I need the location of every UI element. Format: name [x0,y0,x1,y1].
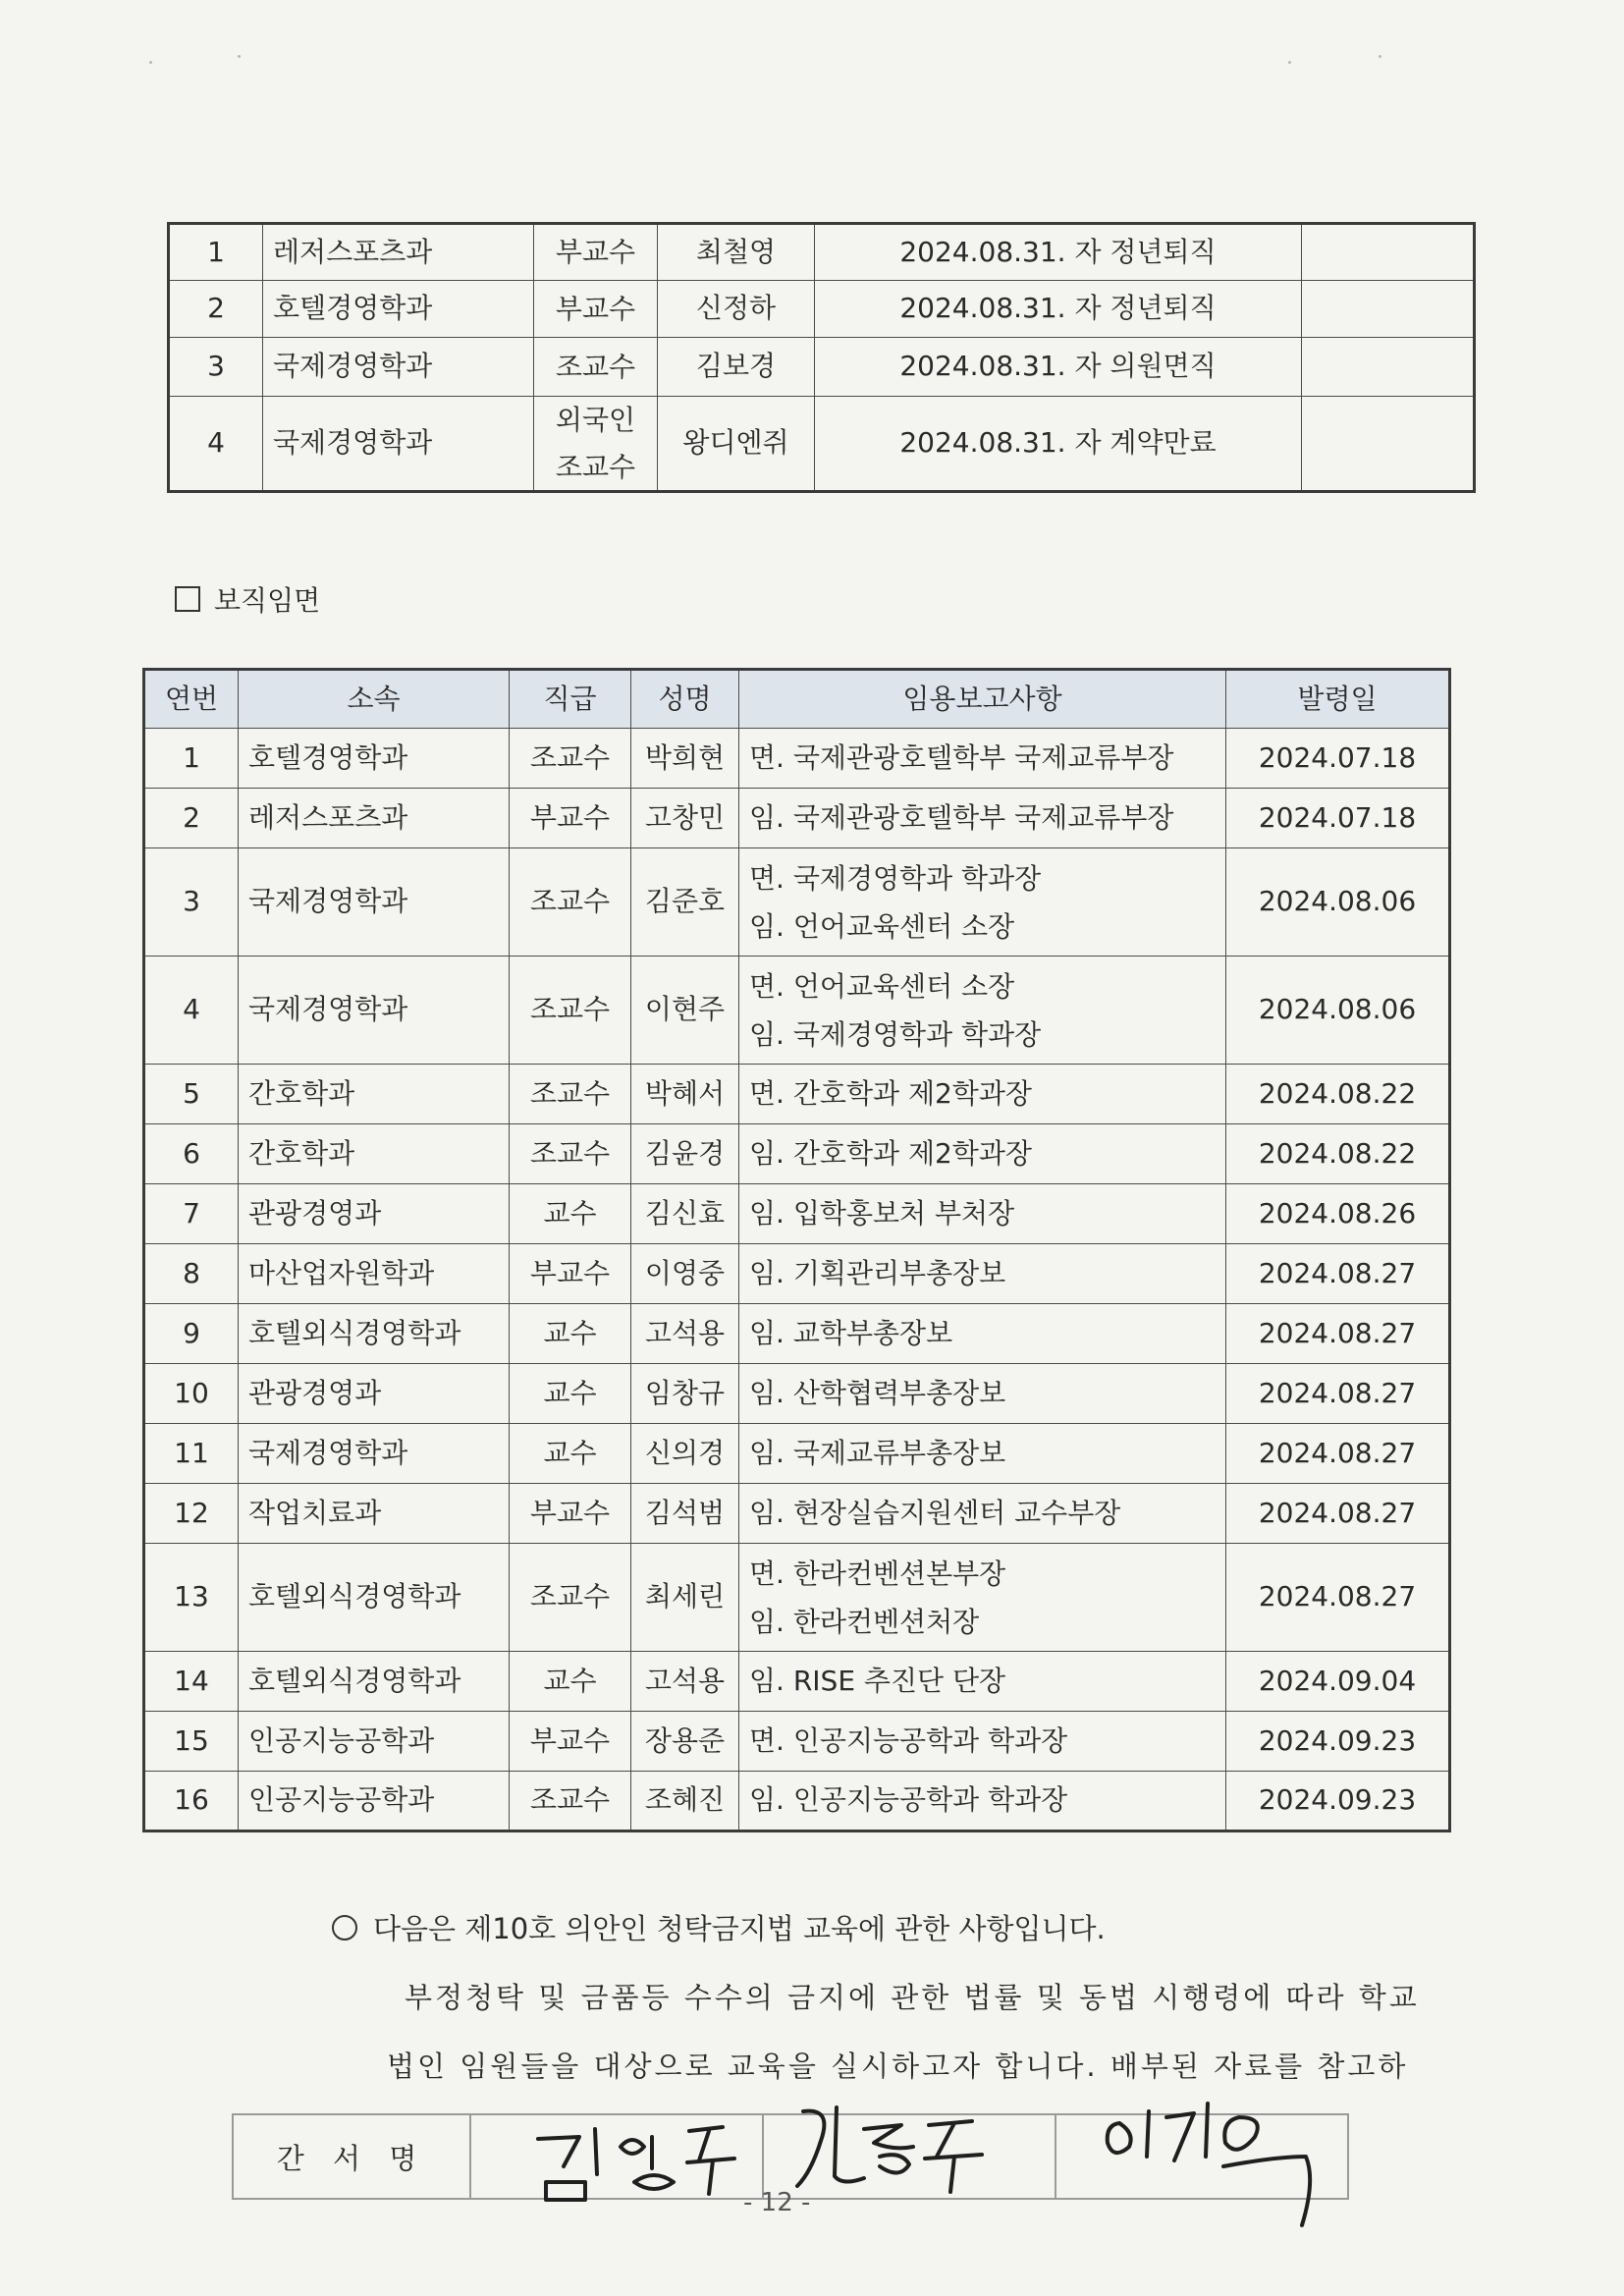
date-cell: 2024.08.22 [1226,1124,1450,1184]
table-row [144,1124,1450,1184]
department-cell: 국제경영학과 [239,1424,510,1484]
rank-cell: 부교수 [510,1484,631,1544]
report-line: 임. 인공지능공학과 학과장 [749,1783,1068,1817]
rank-cell: 교수 [510,1652,631,1712]
report-cell [739,1712,1226,1772]
report-line: 임. 국제경영학과 학과장 [749,1017,1042,1051]
paragraph-line: 법인 임원들을 대상으로 교육을 실시하고자 합니다. 배부된 자료를 참고하 [387,2050,1409,2083]
report-line: 면. 한라컨벤션본부장 [749,1557,1006,1590]
rank-cell: 조교수 [510,729,631,789]
report-cell [739,1772,1226,1831]
name-cell: 신정하 [658,281,815,338]
date-cell: 2024.08.06 [1226,957,1450,1065]
table-row [144,1652,1450,1712]
report-cell [739,1244,1226,1304]
remarks-cell [1302,338,1475,397]
report-line: 임. 현장실습지원센터 교수부장 [749,1496,1121,1529]
table-row [144,1484,1450,1544]
name-cell: 박희현 [631,729,739,789]
report-cell [739,1364,1226,1424]
table-row [144,1772,1450,1831]
rank-cell: 조교수 [510,957,631,1065]
name-cell: 최세린 [631,1544,739,1652]
report-line: 임. 국제교류부총장보 [749,1436,1006,1469]
report-line: 면. 언어교육센터 소장 [749,969,1015,1003]
report-line: 임. 기획관리부총장보 [749,1256,1006,1289]
table-row [144,1544,1450,1652]
agenda-notice-text: 다음은 제10호 의안인 청탁금지법 교육에 관한 사항입니다. [373,1912,1106,1945]
date-cell: 2024.08.22 [1226,1065,1450,1124]
date-cell: 2024.09.04 [1226,1652,1450,1712]
name-cell: 임창규 [631,1364,739,1424]
table-header-row [144,670,1450,729]
department-cell: 인공지능공학과 [239,1712,510,1772]
rank-cell: 교수 [510,1184,631,1244]
rank-cell: 부교수 [510,1712,631,1772]
rank-cell: 부교수 [510,1244,631,1304]
row-number-cell: 14 [144,1652,239,1712]
date-cell: 2024.08.26 [1226,1184,1450,1244]
table-row [144,789,1450,848]
row-number-cell: 4 [144,957,239,1065]
report-cell [739,1544,1226,1652]
department-cell: 호텔경영학과 [239,729,510,789]
report-line: 임. 한라컨벤션처장 [749,1605,980,1638]
header-dept: 소속 [239,670,510,729]
department-cell: 작업치료과 [239,1484,510,1544]
name-cell: 최철영 [658,224,815,281]
scan-speck [149,61,152,64]
department-cell: 국제경영학과 [263,397,534,492]
row-number-cell: 2 [144,789,239,848]
report-cell [739,1484,1226,1544]
name-cell: 김석범 [631,1484,739,1544]
row-number-cell: 12 [144,1484,239,1544]
table-row [144,1712,1450,1772]
signature-label: 간 서 명 [234,2115,471,2198]
row-number-cell: 11 [144,1424,239,1484]
header-report: 임용보고사항 [739,670,1226,729]
table-row [144,957,1450,1065]
department-cell: 호텔외식경영학과 [239,1304,510,1364]
date-cell: 2024.08.27 [1226,1244,1450,1304]
department-cell: 인공지능공학과 [239,1772,510,1831]
note-cell: 2024.08.31. 자 정년퇴직 [815,281,1302,338]
row-number-cell: 15 [144,1712,239,1772]
row-number-cell: 2 [169,281,263,338]
signature-box [232,2113,1349,2200]
row-number-cell: 9 [144,1304,239,1364]
name-cell: 김보경 [658,338,815,397]
report-cell [739,729,1226,789]
row-number-cell: 8 [144,1244,239,1304]
scan-speck [1288,61,1291,64]
signature-cell [471,2115,764,2198]
rank-cell: 교수 [510,1424,631,1484]
signature-cell [764,2115,1056,2198]
section-heading [175,579,320,619]
report-line: 임. 언어교육센터 소장 [749,909,1015,943]
row-number-cell: 1 [144,729,239,789]
report-cell [739,1424,1226,1484]
report-cell [739,789,1226,848]
name-cell: 고석용 [631,1652,739,1712]
row-number-cell: 5 [144,1065,239,1124]
row-number-cell: 13 [144,1544,239,1652]
row-number-cell: 10 [144,1364,239,1424]
name-cell: 이영중 [631,1244,739,1304]
date-cell: 2024.07.18 [1226,729,1450,789]
report-line: 임. 산학협력부총장보 [749,1376,1006,1409]
retirement-table [167,222,1476,493]
report-line: 면. 간호학과 제2학과장 [749,1076,1032,1110]
table-row [144,729,1450,789]
name-cell: 조혜진 [631,1772,739,1831]
rank-cell: 외국인 조교수 [534,397,658,492]
rank-cell: 조교수 [534,338,658,397]
row-number-cell: 3 [169,338,263,397]
table-row [169,281,1475,338]
square-bullet-icon [175,586,200,612]
table-row [144,848,1450,957]
report-line: 면. 국제경영학과 학과장 [749,861,1042,895]
agenda-notice [332,1907,1106,1947]
appointment-table [142,668,1451,1832]
report-cell [739,957,1226,1065]
scan-speck [238,55,241,58]
row-number-cell: 7 [144,1184,239,1244]
report-cell [739,1652,1226,1712]
rank-cell: 조교수 [510,1772,631,1831]
department-cell: 간호학과 [239,1065,510,1124]
name-cell: 고창민 [631,789,739,848]
name-cell: 장용준 [631,1712,739,1772]
table-row [144,1244,1450,1304]
department-cell: 마산업자원학과 [239,1244,510,1304]
header-date: 발령일 [1226,670,1450,729]
rank-cell: 부교수 [510,789,631,848]
department-cell: 관광경영과 [239,1364,510,1424]
section-heading-text: 보직임면 [214,584,321,617]
rank-cell: 조교수 [510,1065,631,1124]
row-number-cell: 1 [169,224,263,281]
circle-bullet-icon [332,1915,357,1941]
department-cell: 국제경영학과 [239,848,510,957]
report-line: 면. 인공지능공학과 학과장 [749,1723,1068,1757]
row-number-cell: 6 [144,1124,239,1184]
rank-cell: 조교수 [510,1544,631,1652]
date-cell: 2024.09.23 [1226,1712,1450,1772]
department-cell: 호텔경영학과 [263,281,534,338]
note-cell: 2024.08.31. 자 의원면직 [815,338,1302,397]
date-cell: 2024.08.06 [1226,848,1450,957]
date-cell: 2024.09.23 [1226,1772,1450,1831]
note-cell: 2024.08.31. 자 정년퇴직 [815,224,1302,281]
name-cell: 왕디엔쥐 [658,397,815,492]
department-cell: 호텔외식경영학과 [239,1544,510,1652]
rank-cell: 부교수 [534,224,658,281]
department-cell: 관광경영과 [239,1184,510,1244]
row-number-cell: 16 [144,1772,239,1831]
department-cell: 국제경영학과 [263,338,534,397]
row-number-cell: 4 [169,397,263,492]
remarks-cell [1302,224,1475,281]
rank-cell: 조교수 [510,848,631,957]
report-cell [739,1304,1226,1364]
report-line: 임. 간호학과 제2학과장 [749,1136,1032,1170]
name-cell: 김신효 [631,1184,739,1244]
date-cell: 2024.08.27 [1226,1424,1450,1484]
department-cell: 국제경영학과 [239,957,510,1065]
table-row [169,338,1475,397]
date-cell: 2024.08.27 [1226,1484,1450,1544]
page-number: - 12 - [743,2188,811,2217]
scan-speck [1379,55,1381,58]
table-row [144,1364,1450,1424]
table-row [169,397,1475,492]
note-cell: 2024.08.31. 자 계약만료 [815,397,1302,492]
header-rank: 직급 [510,670,631,729]
rank-cell: 조교수 [510,1124,631,1184]
rank-cell: 부교수 [534,281,658,338]
name-cell: 이현주 [631,957,739,1065]
report-cell [739,1184,1226,1244]
name-cell: 박혜서 [631,1065,739,1124]
report-cell [739,848,1226,957]
row-number-cell: 3 [144,848,239,957]
department-cell: 레저스포츠과 [239,789,510,848]
report-line: 임. 입학홍보처 부처장 [749,1196,1015,1230]
report-line: 면. 국제관광호텔학부 국제교류부장 [749,740,1174,774]
signature-cell [1056,2115,1347,2198]
date-cell: 2024.08.27 [1226,1364,1450,1424]
table-row [144,1184,1450,1244]
table-row [144,1424,1450,1484]
report-line: 임. 국제관광호텔학부 국제교류부장 [749,800,1174,834]
paragraph-line: 부정청탁 및 금품등 수수의 금지에 관한 법률 및 동법 시행령에 따라 학교 [405,1981,1420,2014]
name-cell: 고석용 [631,1304,739,1364]
department-cell: 간호학과 [239,1124,510,1184]
report-line: 임. RISE 추진단 단장 [749,1664,1006,1697]
rank-cell: 교수 [510,1304,631,1364]
header-no: 연번 [144,670,239,729]
date-cell: 2024.07.18 [1226,789,1450,848]
rank-cell: 교수 [510,1364,631,1424]
table-row [144,1065,1450,1124]
name-cell: 김준호 [631,848,739,957]
report-line: 임. 교학부총장보 [749,1316,953,1349]
table-row [169,224,1475,281]
report-cell [739,1124,1226,1184]
remarks-cell [1302,397,1475,492]
date-cell: 2024.08.27 [1226,1304,1450,1364]
name-cell: 신의경 [631,1424,739,1484]
table-row [144,1304,1450,1364]
header-name: 성명 [631,670,739,729]
department-cell: 레저스포츠과 [263,224,534,281]
department-cell: 호텔외식경영학과 [239,1652,510,1712]
date-cell: 2024.08.27 [1226,1544,1450,1652]
report-cell [739,1065,1226,1124]
name-cell: 김윤경 [631,1124,739,1184]
remarks-cell [1302,281,1475,338]
